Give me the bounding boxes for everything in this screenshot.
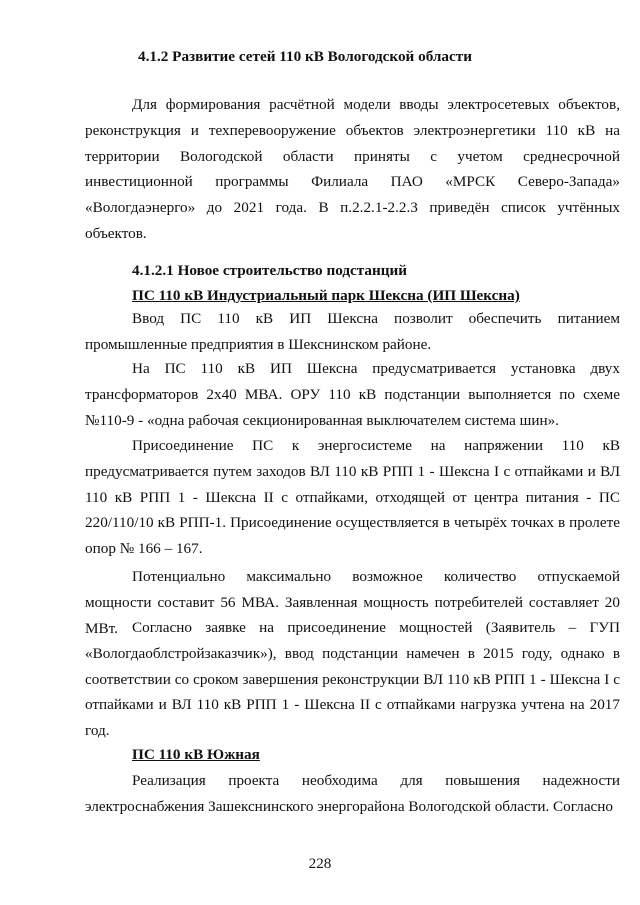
section-heading-4-1-2-1: 4.1.2.1 Новое строительство подстанций xyxy=(132,262,408,279)
subheading-ip-sheksna: ПС 110 кВ Индустриальный парк Шексна (ИП Шексна) xyxy=(132,287,520,304)
paragraph-sheksna-1: Ввод ПС 110 кВ ИП Шексна позволит обеспечить питанием промышленные предприятия в Шекснинском районе. xyxy=(85,310,620,353)
paragraph-sheksna-5: Согласно заявке на присоединение мощностей (Заявитель – ГУП «Вологдаоблстройзаказчик»), ввод подстанции намечен в 2015 году, однако в соответствии со сроком завершения реконструкции ВЛ 110 кВ РПП 1 - Шексна I с отпайками и ВЛ 110 кВ РПП 1 - Шексна II с отпайками нагрузка учтена на 2017 год. xyxy=(85,619,620,740)
page-number: 228 xyxy=(308,855,332,872)
paragraph-sheksna-4: Потенциально максимально возможное количество отпускаемой мощности составит 56 МВА. Заявленная мощность потребителей составляет 20 МВт. xyxy=(85,568,620,637)
section-heading-4-1-2: 4.1.2 Развитие сетей 110 кВ Вологодской области xyxy=(138,48,472,65)
subheading-yuzhnaya: ПС 110 кВ Южная xyxy=(132,746,260,763)
paragraph-sheksna-2: На ПС 110 кВ ИП Шексна предусматривается установка двух трансформаторов 2х40 МВА. ОРУ 110 кВ подстанции выполняется по схеме №110-9 - «одна рабочая секционированная выключателем система шин». xyxy=(85,360,620,429)
paragraph-sheksna-3: Присоединение ПС к энергосистеме на напряжении 110 кВ предусматривается путем заходов ВЛ 110 кВ РПП 1 - Шексна I с отпайками и ВЛ 110 кВ РПП 1 - Шексна II с отпайками, отходящей от центра питания - ПС 220/110/10 кВ РПП-1. Присоединение осуществляется в четырёх точках в пролете опор № 166 – 167. xyxy=(85,437,620,558)
paragraph-intro: Для формирования расчётной модели вводы электросетевых объектов, реконструкция и техперевооружение объектов электроэнергетики 110 кВ на территории Вологодской области приняты с учетом среднесрочной инвестиционной программы Филиала ПАО «МРСК Северо-Запада» «Вологдаэнерго» до 2021 года. В п.2.2.1-2.2.3 приведён список учтённых объектов. xyxy=(85,96,620,242)
paragraph-yuzhnaya-1: Реализация проекта необходима для повышения надежности электроснабжения Зашекснинского энергорайона Вологодской области. Согласно xyxy=(85,772,620,815)
